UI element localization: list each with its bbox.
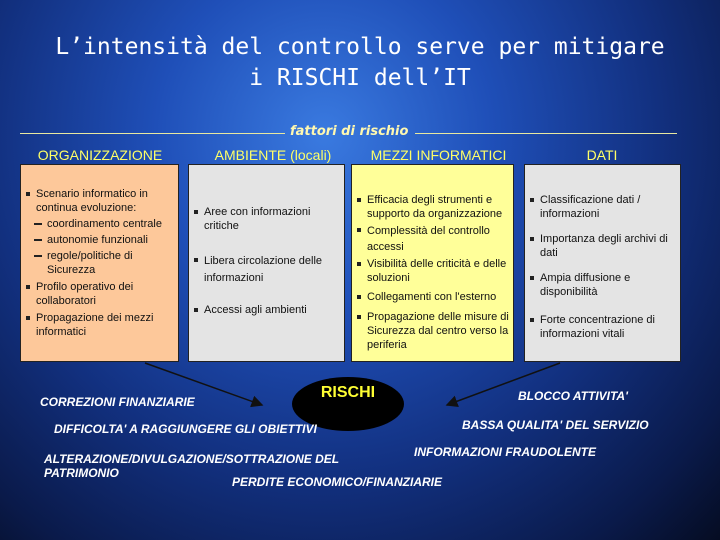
list-item: Propagazione delle misure di Sicurezza dal centro verso la periferia — [356, 310, 509, 352]
risk-item: INFORMAZIONI FRAUDOLENTE — [414, 445, 596, 459]
risk-item: BLOCCO ATTIVITA' — [518, 389, 628, 403]
list-item: Aree con informazioni critiche — [193, 205, 340, 233]
list-item: Propagazione dei mezzi informatici — [25, 311, 174, 339]
list-item: Scenario informatico in continua evoluzione: — [25, 187, 174, 215]
sub-item: regole/politiche di Sicurezza — [33, 249, 174, 277]
title-line-2: i RISCHI dell’IT — [249, 65, 471, 91]
risk-item: ALTERAZIONE/DIVULGAZIONE/SOTTRAZIONE DEL PATRIMONIO — [44, 452, 339, 480]
subtitle: fattori di rischio — [290, 124, 409, 139]
risk-item: CORREZIONI FINANZIARIE — [40, 395, 195, 409]
risk-item: BASSA QUALITA' DEL SERVIZIO — [462, 418, 649, 432]
list-item: Profilo operativo dei collaboratori — [25, 280, 174, 308]
risk-item: PERDITE ECONOMICO/FINANZIARIE — [232, 475, 443, 489]
list-item: Importanza degli archivi di dati — [529, 232, 676, 260]
heading-ambiente: AMBIENTE (locali) — [214, 147, 332, 163]
list-item: Collegamenti con l'esterno — [356, 290, 509, 304]
list-item: Accessi agli ambienti — [193, 303, 340, 317]
list-item: Libera circolazione delle informazioni — [193, 253, 340, 287]
sub-item: coordinamento centrale — [33, 217, 174, 231]
list-item: Forte concentrazione di informazioni vitali — [529, 313, 676, 341]
list-item: Ampia diffusione e disponibilità — [529, 271, 676, 299]
risk-item: DIFFICOLTA' A RAGGIUNGERE GLI OBIETTIVI — [54, 422, 317, 436]
heading-dati: DATI — [586, 147, 618, 163]
rischi-label: RISCHI — [320, 384, 376, 401]
list-item: Classificazione dati / informazioni — [529, 193, 676, 221]
heading-mezzi: MEZZI INFORMATICI — [370, 147, 507, 163]
heading-organizzazione: ORGANIZZAZIONE — [37, 147, 163, 163]
title-line-1: L’intensità del controllo serve per mitigare — [55, 34, 665, 60]
sub-item: autonomie funzionali — [33, 233, 174, 247]
list-item: Complessità del controllo accessi — [356, 223, 509, 255]
list-item: Efficacia degli strumenti e supporto da organizzazione — [356, 193, 509, 221]
list-item: Visibilità delle criticità e delle soluzioni — [356, 257, 509, 285]
